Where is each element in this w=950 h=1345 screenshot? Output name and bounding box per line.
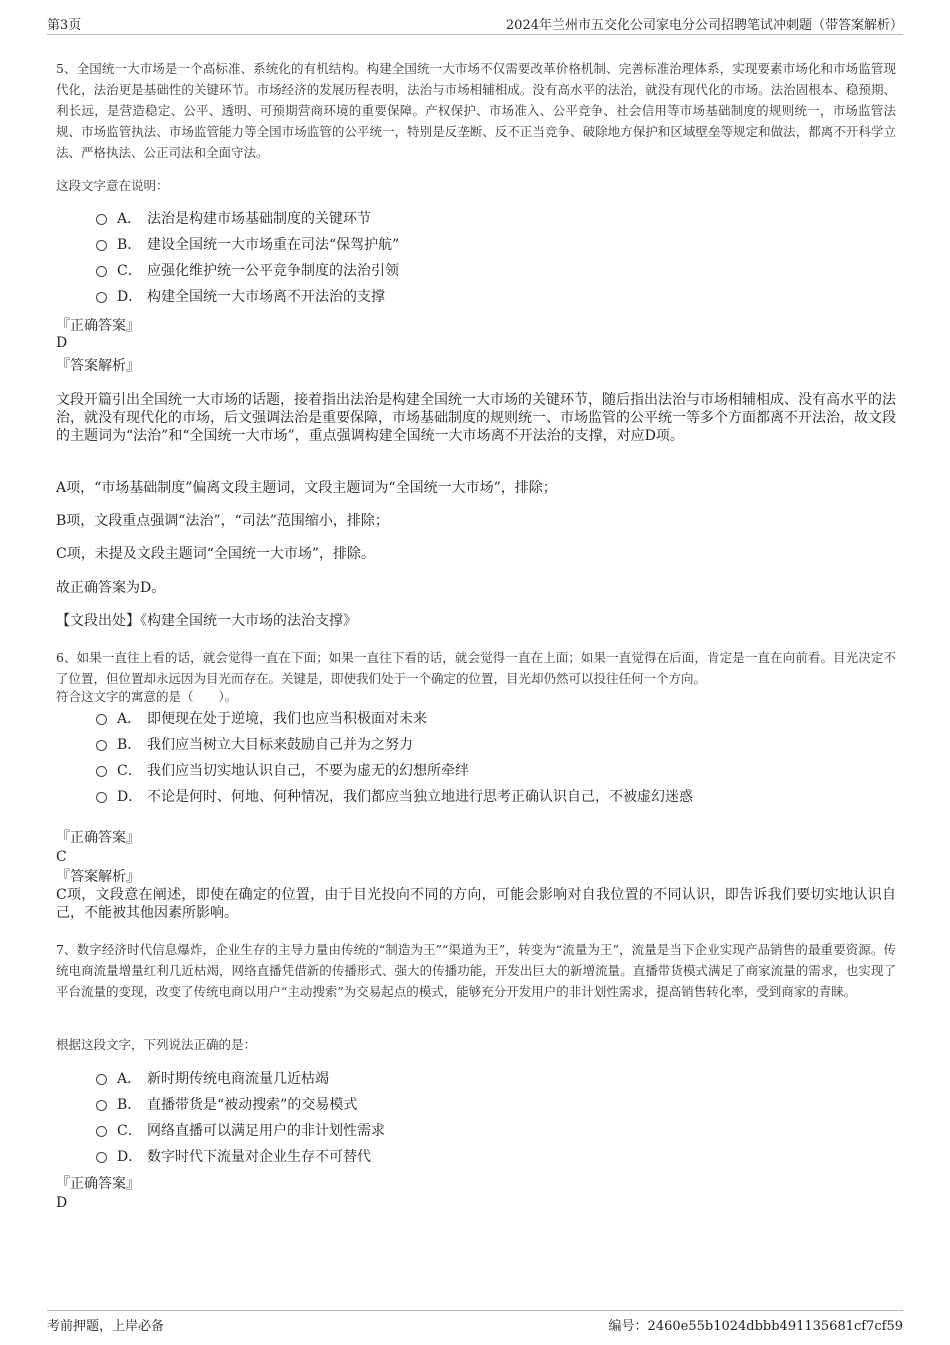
analysis-note-c: C项，未提及文段主题词“全国统一大市场”，排除。 — [56, 546, 376, 562]
radio-icon[interactable] — [96, 714, 107, 725]
option-d[interactable]: D． 不论是何时、何地、何种情况，我们都应当独立地进行思考正确认识自己，不被虚幻迷惑 — [96, 784, 896, 810]
correct-answer: D — [56, 335, 68, 351]
question-6-text: 6、如果一直往上看的话，就会觉得一直在下面；如果一直往下看的话，就会觉得一直在上面；如果一直觉得在后面，肯定是一直在向前看。目光决定不了位置，但位置却永远因为目光而存在。关键是，即使我们处于一个确定的位置，目光却仍然可以投往任何一个方向。 — [56, 650, 896, 686]
question-6-prompt: 符合这文字的寓意的是（ ）。 — [56, 689, 238, 704]
option-a[interactable]: A． 法治是构建市场基础制度的关键环节 — [96, 206, 896, 232]
radio-icon[interactable] — [96, 266, 107, 277]
analysis-text: 文段开篇引出全国统一大市场的话题，接着指出法治是构建全国统一大市场的关键环节，随后指出法治与市场相辅相成、没有高水平的法治，就没有现代化的市场，后文强调法治是重要保障，市场基础制度的规则统一、市场监管的公平统一等多个方面都离不开法治，故文段的主题词为“法治”和“全国统一大市场”，重点强调构建全国统一大市场离不开法治的支撑，对应D项。 — [56, 392, 896, 444]
document-id: 编号：2460e55b1024dbbb491135681cf7cf59 — [608, 1319, 903, 1334]
analysis-note-a: A项，“市场基础制度”偏离文段主题词，文段主题词为“全国统一大市场”，排除； — [56, 480, 557, 496]
analysis-label: 『答案解析』 — [56, 358, 140, 374]
option-b[interactable]: B． 直播带货是“被动搜索”的交易模式 — [96, 1092, 896, 1118]
option-d[interactable]: D． 数字时代下流量对企业生存不可替代 — [96, 1144, 896, 1170]
source-citation: 【文段出处】《构建全国统一大市场的法治支撑》 — [56, 613, 357, 629]
option-b[interactable]: B． 我们应当树立大目标来鼓励自己并为之努力 — [96, 732, 896, 758]
correct-answer: C — [56, 849, 67, 865]
question-7-options — [96, 1066, 896, 1170]
question-5-options — [96, 206, 896, 310]
option-a[interactable]: A． 新时期传统电商流量几近枯竭 — [96, 1066, 896, 1092]
radio-icon[interactable] — [96, 740, 107, 751]
radio-icon[interactable] — [96, 240, 107, 251]
analysis-text: C项，文段意在阐述，即使在确定的位置，由于目光投向不同的方向，可能会影响对自我位置的不同认识，即告诉我们要切实地认识自己，不能被其他因素所影响。 — [56, 887, 896, 921]
option-c[interactable]: C． 网络直播可以满足用户的非计划性需求 — [96, 1118, 896, 1144]
question-6-options — [96, 706, 896, 810]
option-c[interactable]: C． 我们应当切实地认识自己，不要为虚无的幻想所牵绊 — [96, 758, 896, 784]
question-5-text: 5、全国统一大市场是一个高标准、系统化的有机结构。构建全国统一大市场不仅需要改革价格机制、完善标准治理体系，实现要素市场化和市场监管现代化，法治更是基础性的关键环节。市场经济的发展历程表明，法治与市场相辅相成。没有高水平的法治，就没有现代化的市场。法治固根本、稳预期、利长远，是营造稳定、公平、透明、可预期营商环境的重要保障。产权保护、市场准入、公平竞争、社会信用等市场基础制度的规则统一，市场监管法规、市场监管执法、市场监管能力等全国市场监管的公平统一，特别是反垄断、反不正当竞争、破除地方保护和区域壁垒等规定和做法，都离不开科学立法、严格执法、公正司法和全面守法。 — [56, 61, 896, 160]
analysis-label: 『答案解析』 — [56, 869, 140, 885]
answer-label: 『正确答案』 — [56, 830, 140, 846]
radio-icon[interactable] — [96, 292, 107, 303]
footer-slogan: 考前押题，上岸必备 — [47, 1319, 165, 1334]
question-7-text: 7、数字经济时代信息爆炸，企业生存的主导力量由传统的“制造为王”“渠道为王”，转变为“流量为王”，流量是当下企业实现产品销售的最重要资源。传统电商流量增量红利几近枯竭，网络直播凭借新的传播形式、强大的传播功能，开发出巨大的新增流量。直播带货模式满足了商家流量的需求，也实现了平台流量的变现，改变了传统电商以用户“主动搜索”为交易起点的模式，能够充分开发用户的非计划性需求，提高销售转化率，受到商家的青睐。 — [56, 942, 896, 999]
option-b[interactable]: B． 建设全国统一大市场重在司法“保驾护航” — [96, 232, 896, 258]
page-number: 第3页 — [47, 18, 82, 33]
answer-label: 『正确答案』 — [56, 318, 140, 334]
analysis-note-b: B项，文段重点强调“法治”，“司法”范围缩小，排除； — [56, 513, 389, 529]
radio-icon[interactable] — [96, 1074, 107, 1085]
option-a[interactable]: A． 即便现在处于逆境，我们也应当积极面对未来 — [96, 706, 896, 732]
option-c[interactable]: C． 应强化维护统一公平竞争制度的法治引领 — [96, 258, 896, 284]
page-footer — [47, 1310, 903, 1334]
radio-icon[interactable] — [96, 766, 107, 777]
question-7-prompt: 根据这段文字，下列说法正确的是： — [56, 1037, 257, 1052]
final-answer: 故正确答案为D。 — [56, 580, 166, 596]
document-title: 2024年兰州市五交化公司家电分公司招聘笔试冲刺题（带答案解析） — [505, 18, 903, 33]
radio-icon[interactable] — [96, 1152, 107, 1163]
radio-icon[interactable] — [96, 792, 107, 803]
page-header — [47, 14, 903, 35]
radio-icon[interactable] — [96, 1100, 107, 1111]
radio-icon[interactable] — [96, 214, 107, 225]
option-d[interactable]: D． 构建全国统一大市场离不开法治的支撑 — [96, 284, 896, 310]
answer-label: 『正确答案』 — [56, 1176, 140, 1192]
correct-answer: D — [56, 1195, 68, 1211]
question-5-prompt: 这段文字意在说明： — [56, 178, 169, 193]
radio-icon[interactable] — [96, 1126, 107, 1137]
